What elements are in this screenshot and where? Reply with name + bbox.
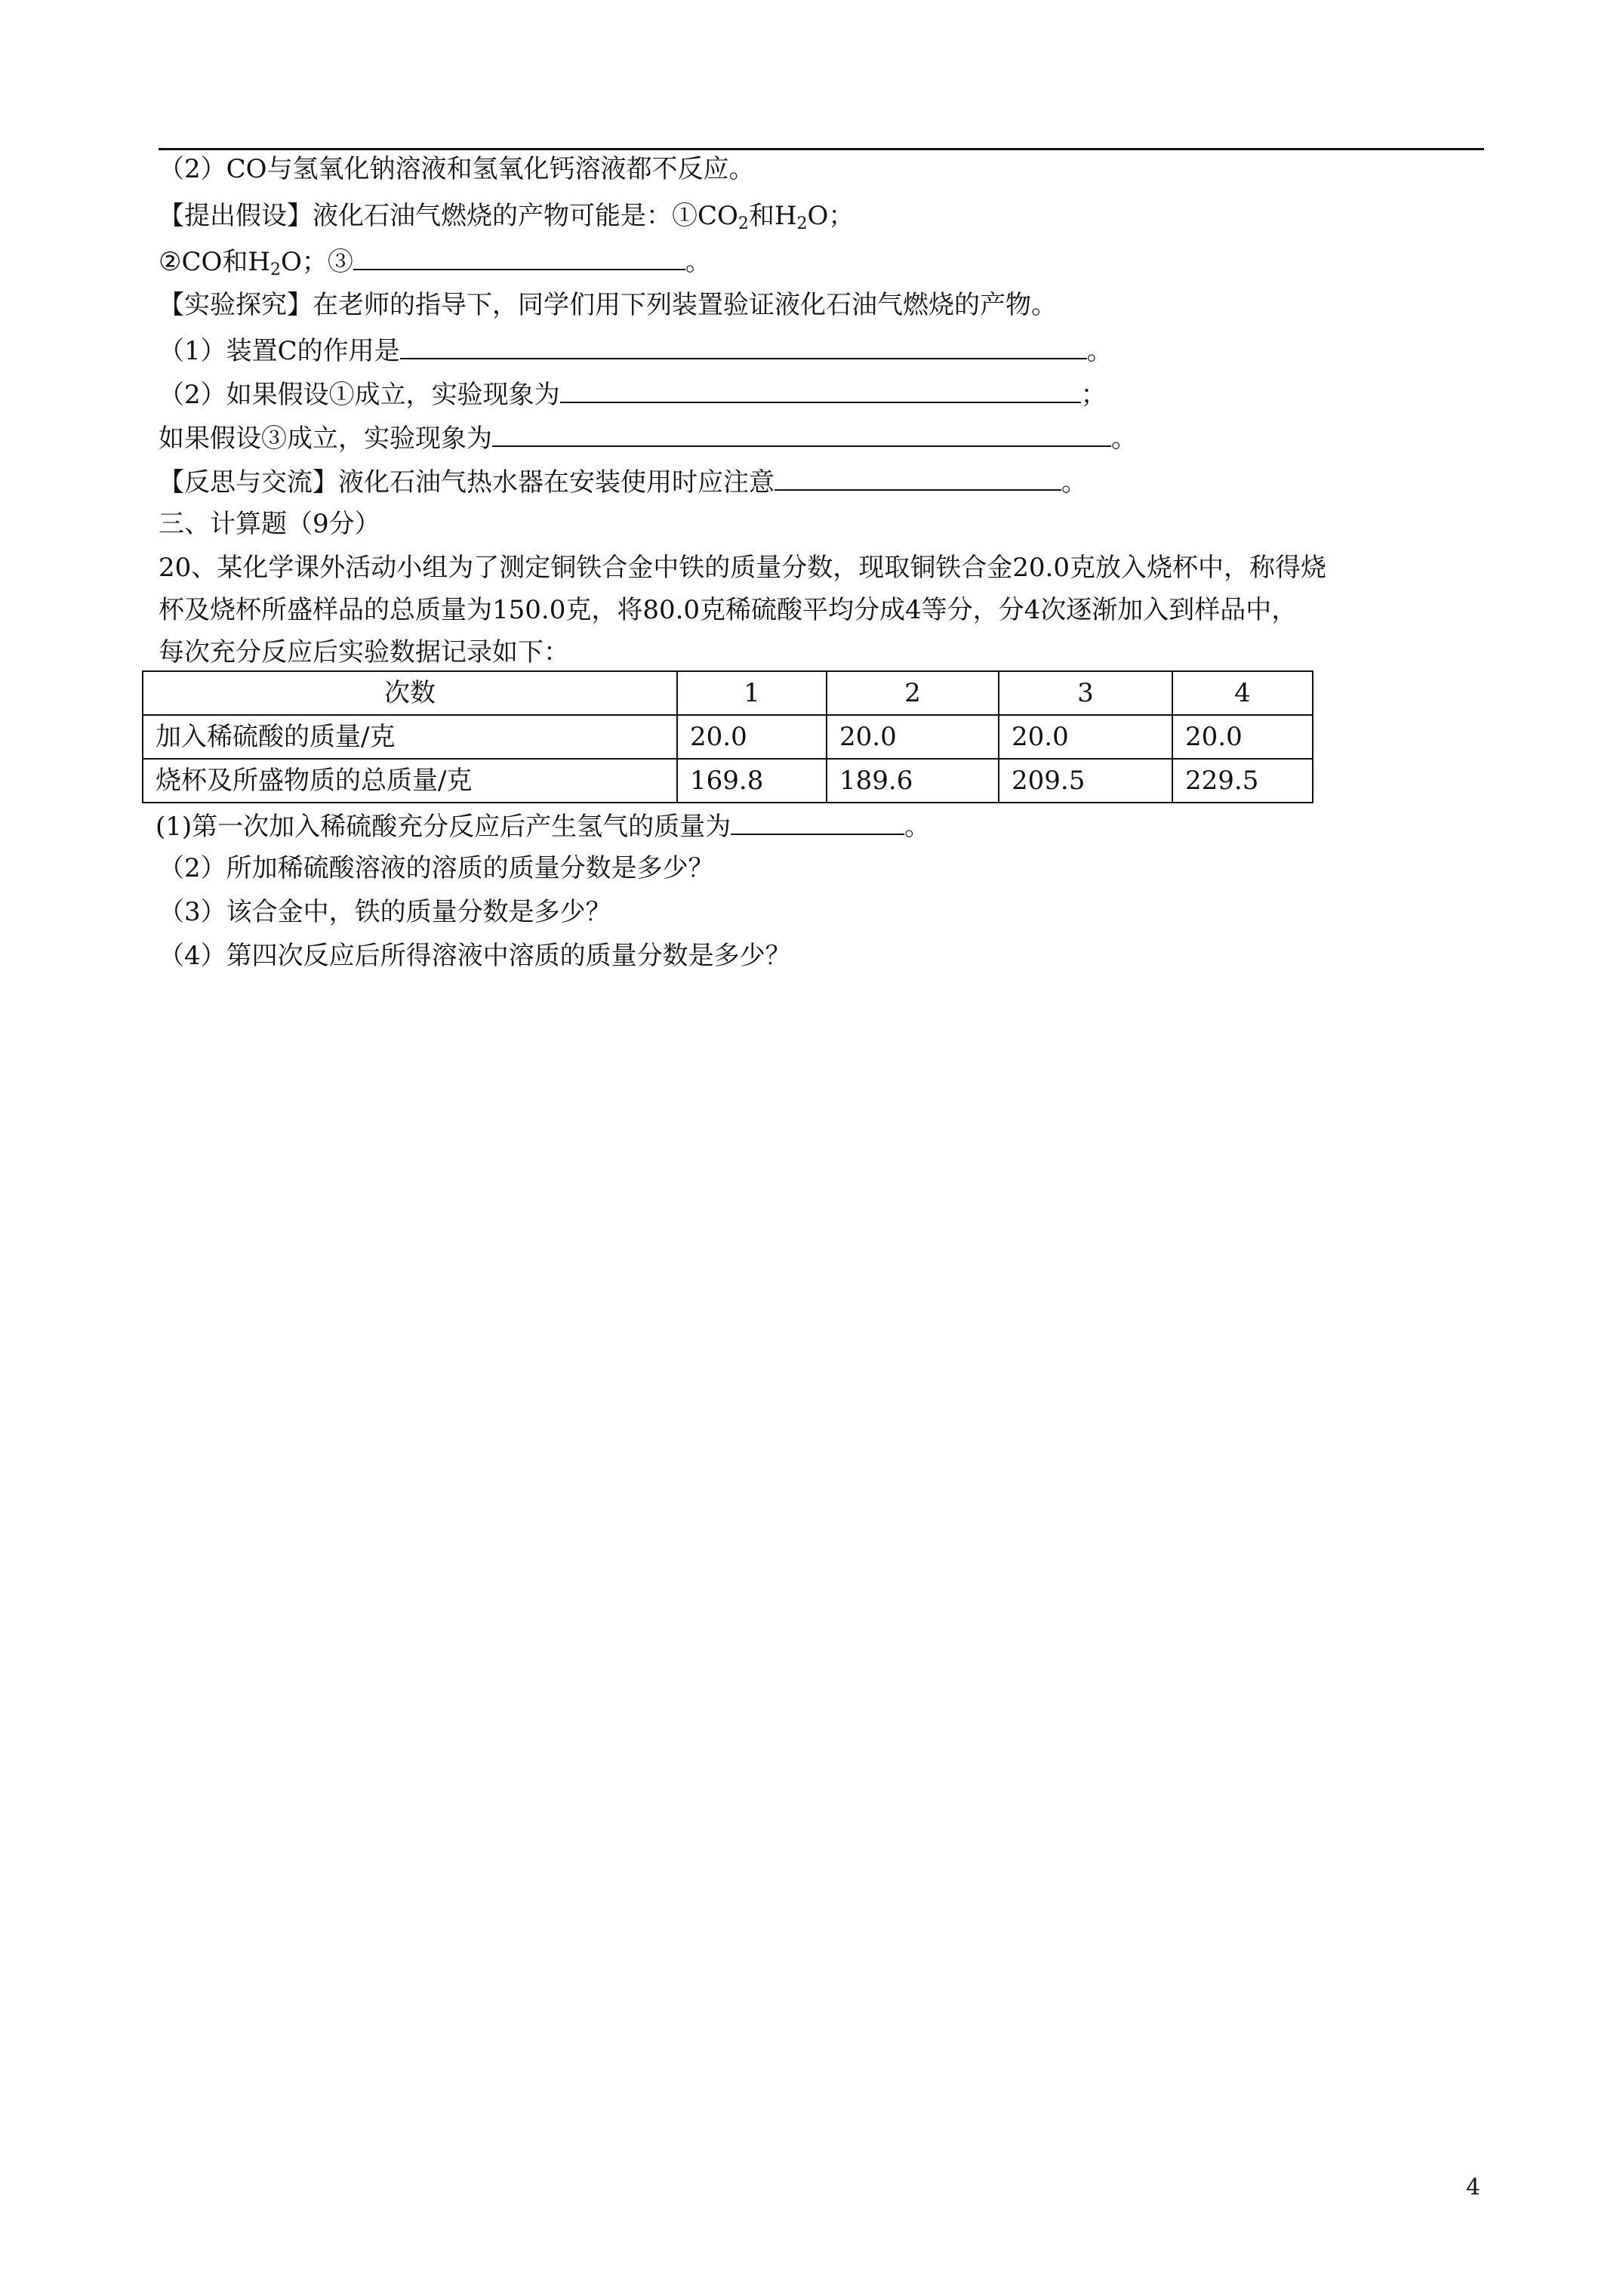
table-cell: 20.0: [677, 715, 827, 759]
punctuation: 。: [904, 812, 931, 842]
text-line-hypothesis-1-phenomenon: [159, 376, 1107, 411]
page-number: 4: [1466, 2174, 1481, 2201]
table-cell: 229.5: [1172, 759, 1313, 803]
table-cell: 2: [827, 671, 999, 715]
problem-20-line-1: [159, 551, 1326, 584]
punctuation: 。: [1061, 467, 1087, 498]
hypothesis-3-text: O；③: [281, 247, 353, 277]
question-1: [156, 808, 930, 843]
hypothesis-3-phenomenon-text: 如果假设③成立，实验现象为: [159, 424, 492, 454]
text-line-hypothesis-3-phenomenon: [159, 420, 1137, 455]
hypothesis-1-phenomenon-text: （2）如果假设①成立，实验现象为: [159, 380, 560, 410]
hypothesis-text: 液化石油气燃烧的产物可能是：①CO: [313, 201, 738, 231]
table-row: [143, 759, 1313, 803]
problem-text: 每次充分反应后实验数据记录如下：: [159, 637, 569, 667]
table-cell: 烧杯及所盛物质的总质量/克: [143, 759, 677, 803]
hypothesis-3-phenomenon-blank[interactable]: [492, 420, 1111, 447]
table-cell: 次数: [143, 671, 677, 715]
punctuation: 。: [1086, 336, 1113, 366]
table-cell: 209.5: [999, 759, 1172, 803]
punctuation: 。: [685, 247, 711, 277]
table-row: [143, 715, 1313, 759]
problem-20-line-3: [159, 636, 569, 669]
problem-20-line-2: [159, 593, 1297, 627]
text-line-hypothesis: [159, 199, 854, 241]
question-text: （4）第四次反应后所得溶液中溶质的质量分数是多少？: [159, 941, 791, 971]
hypothesis-heading: 【提出假设】: [159, 201, 313, 231]
table-cell: 20.0: [1172, 715, 1313, 759]
section-title: 三、计算题（9分）: [159, 509, 380, 539]
table-header-row: [143, 671, 1313, 715]
question-text: （2）所加稀硫酸溶液的溶质的质量分数是多少？: [159, 853, 714, 883]
text-line-device-c: [159, 332, 1113, 368]
reflection-text: 液化石油气热水器在安装使用时应注意: [338, 467, 775, 498]
problem-text: 杯及烧杯所盛样品的总质量为150.0克，将80.0克稀硫酸平均分成4等分，分4次逐渐加入到样品中，: [159, 595, 1298, 625]
device-c-text: （1）装置C的作用是: [159, 336, 400, 366]
table-cell: 3: [999, 671, 1172, 715]
co-note-text: （2）CO与氢氧化钠溶液和氢氧化钙溶液都不反应。: [159, 154, 755, 184]
question-text: （3）该合金中，铁的质量分数是多少？: [159, 897, 611, 927]
reflection-answer-blank[interactable]: [775, 464, 1061, 491]
experiment-text: 在老师的指导下，同学们用下列装置验证液化石油气燃烧的产物。: [313, 290, 1057, 320]
text-line-experiment: [159, 288, 1057, 322]
header-rule: [159, 148, 1484, 150]
text-line-co-note: [159, 153, 755, 186]
table-cell: 189.6: [827, 759, 999, 803]
question-1-answer-blank[interactable]: [731, 808, 904, 835]
data-table: [142, 670, 1313, 803]
question-4: [159, 939, 791, 972]
table-cell: 加入稀硫酸的质量/克: [143, 715, 677, 759]
hypothesis-2-text: ②CO和H: [159, 247, 271, 277]
experiment-heading: 【实验探究】: [159, 290, 313, 320]
subscript: 2: [796, 214, 808, 233]
problem-text: 20、某化学课外活动小组为了测定铜铁合金中铁的质量分数，现取铜铁合金20.0克放入烧杯中，称得烧: [159, 553, 1326, 583]
text-line-hypothesis-2: [159, 243, 711, 287]
question-text: (1)第一次加入稀硫酸充分反应后产生氢气的质量为: [156, 812, 731, 842]
reflection-heading: 【反思与交流】: [159, 467, 338, 498]
hypothesis-1-answer-blank[interactable]: [560, 376, 1081, 403]
subscript: 2: [270, 260, 282, 279]
subscript: 2: [738, 214, 749, 233]
device-c-answer-blank[interactable]: [400, 332, 1087, 359]
table-cell: 169.8: [677, 759, 827, 803]
text-line-reflection: [159, 464, 1087, 499]
question-2: [159, 852, 714, 885]
punctuation: 。: [1111, 424, 1137, 454]
section-heading-calculation: [159, 507, 380, 541]
hypothesis-text-end: O；: [807, 201, 855, 231]
table-cell: 4: [1172, 671, 1313, 715]
hypothesis-text-mid: 和H: [748, 201, 797, 231]
table-cell: 20.0: [999, 715, 1172, 759]
punctuation: ；: [1080, 380, 1107, 410]
question-3: [159, 895, 611, 929]
hypothesis-3-answer-blank[interactable]: [353, 243, 685, 270]
table-cell: 1: [677, 671, 827, 715]
table-cell: 20.0: [827, 715, 999, 759]
